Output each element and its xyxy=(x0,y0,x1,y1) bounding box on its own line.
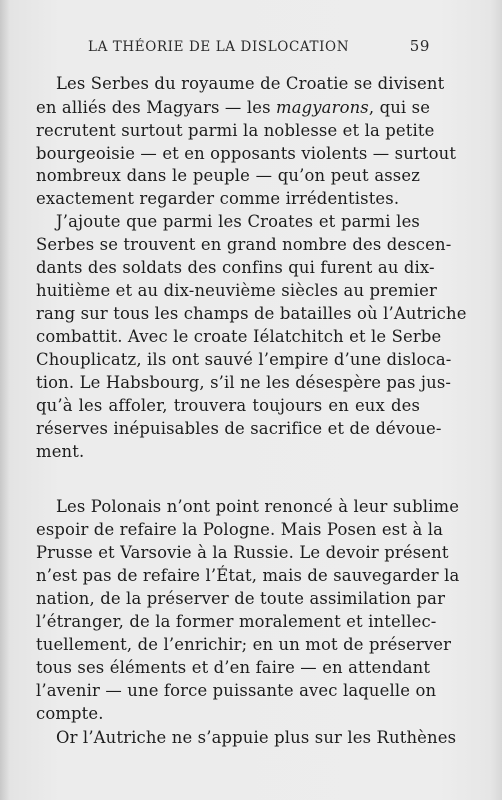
text-line: Prusse et Varsovie à la Russie. Le devoir présent xyxy=(36,543,449,562)
text-line: dants des soldats des confins qui furent au dix- xyxy=(36,258,435,277)
text-line: compte. xyxy=(36,704,104,723)
text-line: Les Serbes du royaume de Croatie se divisent xyxy=(56,74,445,93)
text-line: l’étranger, de la former moralement et intellec- xyxy=(36,612,437,631)
text-line: tous ses éléments et d’en faire — en attendant xyxy=(36,658,431,677)
text-line: Les Polonais n’ont point renoncé à leur sublime xyxy=(56,497,460,516)
text-line: combattit. Avec le croate Iélatchitch et le Serbe xyxy=(36,327,442,346)
text-line: réserves inépuisables de sacrifice et de dévoue- xyxy=(36,419,442,438)
text-line: bourgeoisie — et en opposants violents — surtout xyxy=(36,144,457,163)
text-line: nation, de la préserver de toute assimilation par xyxy=(36,589,446,608)
text-line: tion. Le Habsbourg, s’il ne les désespère pas jus- xyxy=(36,373,452,392)
text-line: n’est pas de refaire l’État, mais de sauvegarder la xyxy=(36,566,460,585)
text-line: recrutent surtout parmi la noblesse et la petite xyxy=(36,121,435,140)
text-line: qu’à les affoler, trouvera toujours en eux des xyxy=(36,396,420,415)
text-line: l’avenir — une force puissante avec laquelle on xyxy=(36,681,437,700)
running-head xyxy=(58,37,430,59)
text-line: rang sur tous les champs de batailles où l’Autriche xyxy=(36,304,467,323)
text-line: tuellement, de l’enrichir; en un mot de préserver xyxy=(36,635,452,654)
text-line: Chouplicatz, ils ont sauvé l’empire d’une disloca- xyxy=(36,350,452,369)
running-head-title: LA THÉORIE DE LA DISLOCATION xyxy=(88,39,350,55)
text-line: Serbes se trouvent en grand nombre des descen- xyxy=(36,235,452,254)
text-line: exactement regarder comme irrédentistes. xyxy=(36,189,400,208)
text-line: huitième et au dix-neuvième siècles au premier xyxy=(36,281,437,300)
text-line: Or l’Autriche ne s’appuie plus sur les Ruthènes xyxy=(56,728,457,747)
text-line: nombreux dans le peuple — qu’on peut assez xyxy=(36,166,420,185)
text-line: en alliés des Magyars — les magyarons, qui se xyxy=(36,98,431,117)
text-line: espoir de refaire la Pologne. Mais Posen est à la xyxy=(36,520,444,539)
text-line: J’ajoute que parmi les Croates et parmi les xyxy=(56,212,420,231)
text-line: ment. xyxy=(36,442,85,461)
page-number: 59 xyxy=(409,37,430,55)
